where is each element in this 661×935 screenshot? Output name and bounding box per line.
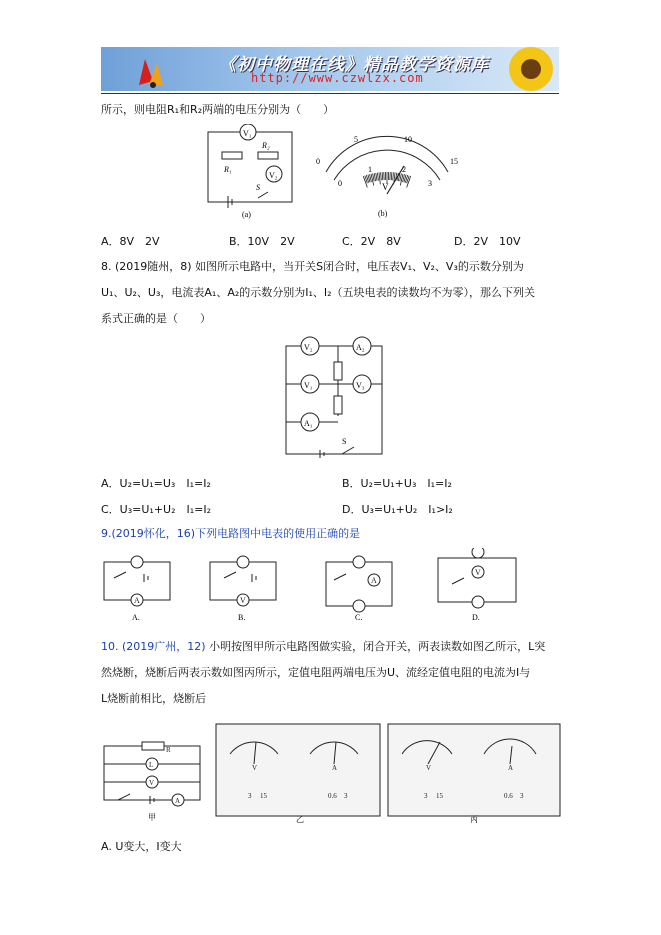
q8-v2: V₂ <box>304 343 313 352</box>
q7-option-a: A．8V 2V <box>101 235 160 248</box>
svg-text:V: V <box>426 764 432 772</box>
q7b-bot-1: 1 <box>368 165 372 174</box>
header-banner <box>101 47 559 91</box>
q8-a2: A₂ <box>356 343 365 352</box>
q7b-top-15: 15 <box>450 157 458 166</box>
q10-fig-jia: 甲 <box>148 813 156 822</box>
q7b-bot-2: 2 <box>402 165 406 174</box>
q10-line1-text: 小明按图甲所示电路图做实验，闭合开关，两表读数如图乙所示，L突 <box>205 640 546 653</box>
q7b-top-5: 5 <box>354 135 358 144</box>
svg-text:0.6: 0.6 <box>504 792 513 800</box>
q10-line3: L烧断前相比，烧断后 <box>101 692 207 705</box>
svg-text:3: 3 <box>248 792 252 800</box>
svg-text:L: L <box>149 761 154 769</box>
q7b-top-0: 0 <box>316 157 320 166</box>
banner-url: http://www.czwlzx.com <box>251 71 424 85</box>
q8-line3: 系式正确的是（ ） <box>101 312 211 325</box>
meter-tick <box>381 172 382 180</box>
q10-fig-yi: 乙 <box>296 815 304 824</box>
q8-option-a: A．U₂=U₁=U₃ I₁=I₂ <box>101 477 211 490</box>
q8-s: S <box>342 437 347 446</box>
svg-text:A: A <box>175 797 181 805</box>
q7a-label: (a) <box>242 210 251 219</box>
q8-v3: V₃ <box>356 381 365 390</box>
q7-figure-a <box>200 124 300 220</box>
q8-line2: U₁、U₂、U₃，电流表A₁、A₂的示数分别为I₁、I₂（五块电表的读数均不为零），那么下列关 <box>101 286 536 299</box>
q7b-bot-3: 3 <box>428 179 432 188</box>
q7a-r1: R₁ <box>224 165 232 174</box>
q10-figures <box>100 720 562 826</box>
svg-text:0.6: 0.6 <box>328 792 337 800</box>
q7a-v1: V₁ <box>243 129 252 138</box>
q9-label-b: B. <box>238 613 246 622</box>
q7b-bot-0: 0 <box>338 179 342 188</box>
svg-text:A: A <box>134 596 140 605</box>
q10-line2: 然烧断，烧断后两表示数如图丙所示，定值电阻两端电压为U、流经定值电阻的电流为I与 <box>101 666 531 679</box>
q10-option-a: A. U变大，I变大 <box>101 840 182 853</box>
svg-text:V: V <box>252 764 258 772</box>
q10-line1 <box>101 640 545 654</box>
q8-a1: A₁ <box>304 419 313 428</box>
sunflower-icon <box>501 47 559 91</box>
q9-label-d: D. <box>472 613 480 622</box>
meter-tick <box>391 172 392 180</box>
q7a-v2: V₂ <box>269 171 278 180</box>
logo-icon <box>131 51 171 89</box>
svg-text:3: 3 <box>344 792 348 800</box>
svg-text:V: V <box>240 596 246 605</box>
q7-option-c: C．2V 8V <box>342 235 401 248</box>
svg-text:A: A <box>508 764 514 772</box>
q9-label-a: A. <box>132 613 140 622</box>
q10-fig-bing: 丙 <box>470 815 478 824</box>
svg-text:15: 15 <box>260 792 267 800</box>
q9-stem: 9.(2019怀化，16)下列电路图中电表的使用正确的是 <box>101 527 361 540</box>
q7b-label: (b) <box>378 209 388 218</box>
q7b-v: V <box>382 182 389 192</box>
q8-circuit-figure <box>282 334 392 460</box>
meter-tick <box>374 173 375 181</box>
svg-text:3: 3 <box>520 792 524 800</box>
svg-text:A: A <box>332 764 338 772</box>
meter-tick <box>379 172 380 184</box>
q7-option-d: D．2V 10V <box>454 235 521 248</box>
q8-line1: 8. (2019随州，8) 如图所示电路中，当开关S闭合时，电压表V₁、V₂、V₃的示数分别为 <box>101 260 524 273</box>
q10-source: 10. (2019广州，12) <box>101 640 206 653</box>
q8-v1: V₁ <box>304 381 313 390</box>
header-divider <box>101 93 559 94</box>
meter-tick <box>376 173 377 181</box>
q8-option-c: C．U₃=U₁+U₂ I₁=I₂ <box>101 503 212 516</box>
q7-stem: 所示，则电阻R₁和R₂两端的电压分别为（ ） <box>101 103 335 116</box>
meter-tick <box>377 173 378 181</box>
q7a-r2: R₂ <box>262 141 270 150</box>
q7a-s: S <box>256 183 260 192</box>
svg-text:V: V <box>149 779 155 787</box>
svg-text:V: V <box>475 568 481 577</box>
q7-figure-b-meter <box>312 128 462 220</box>
q8-option-b: B．U₂=U₁+U₃ I₁=I₂ <box>342 477 452 490</box>
q9-label-c: C. <box>355 613 363 622</box>
svg-text:3: 3 <box>424 792 428 800</box>
svg-text:15: 15 <box>436 792 443 800</box>
meter-tick <box>382 172 383 180</box>
svg-text:A: A <box>371 576 377 585</box>
q8-option-d: D．U₃=U₁+U₂ I₁>I₂ <box>342 503 453 516</box>
q7-option-b: B．10V 2V <box>229 235 295 248</box>
meter-tick <box>393 172 394 180</box>
banner-title: 《初中物理在线》精品教学资源库 <box>219 55 489 75</box>
svg-text:R: R <box>166 746 171 754</box>
q9-circuits-figure <box>100 548 530 622</box>
q7b-top-10: 10 <box>404 135 412 144</box>
